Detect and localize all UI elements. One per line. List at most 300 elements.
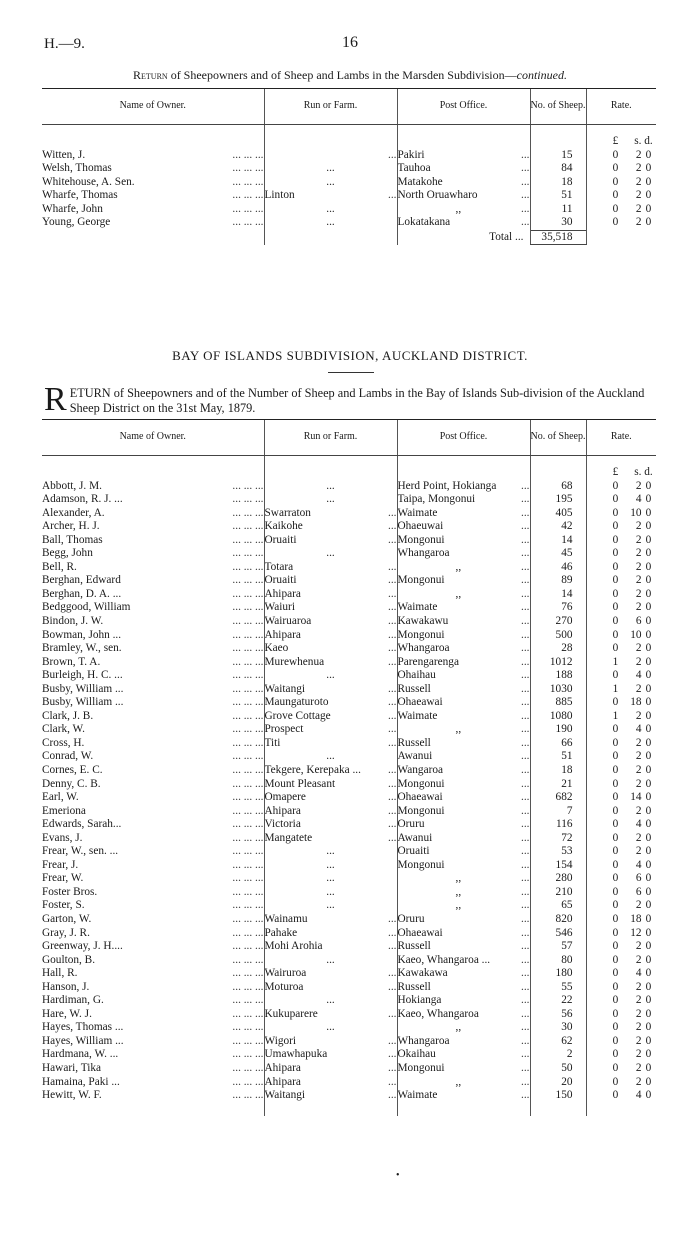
leader-dots: ... xyxy=(521,189,530,202)
rate-value: 2 xyxy=(635,216,642,229)
post-wrap xyxy=(398,547,530,561)
leader-dots: ... xyxy=(388,520,397,533)
post-wrap xyxy=(398,601,530,615)
sheep-count: 21 xyxy=(530,778,586,792)
leader-dots: ... xyxy=(388,913,397,925)
rate-value: 2 xyxy=(635,175,642,188)
owner-wrap xyxy=(42,927,264,941)
post-office: Okaihau xyxy=(397,1048,436,1061)
run-name: Titi xyxy=(264,736,281,749)
rate-value: 0 xyxy=(612,1062,619,1075)
sheep-count: 68 xyxy=(530,480,586,494)
rate-value: 2 xyxy=(635,736,642,749)
rate-value: 0 xyxy=(612,175,619,188)
leader-dots: ... ... ... xyxy=(232,1021,264,1034)
run-name: ... xyxy=(326,479,335,492)
rate-value: 4 xyxy=(635,723,642,736)
post-wrap xyxy=(398,710,530,724)
rate-unit: d. xyxy=(644,134,653,147)
owner-name: Bedggood, William xyxy=(42,601,131,614)
leader-dots: ... ... ... xyxy=(232,750,264,763)
post-wrap xyxy=(398,845,530,859)
sheep-count: 154 xyxy=(530,859,586,873)
owner-cell xyxy=(42,520,264,534)
header-post: Post Office. xyxy=(397,420,530,456)
rate-value: 0 xyxy=(645,926,652,939)
run-wrap xyxy=(265,981,397,995)
run-wrap xyxy=(265,615,397,629)
post-wrap xyxy=(398,1021,530,1035)
rate-value: 0 xyxy=(612,696,619,709)
run-wrap xyxy=(265,832,397,846)
rate-cell xyxy=(586,696,656,710)
rate-value: 0 xyxy=(612,885,619,898)
leader-dots: ... ... ... xyxy=(232,858,264,871)
post-wrap xyxy=(398,574,530,588)
run-name: Oruaiti xyxy=(264,533,297,546)
post-wrap xyxy=(398,723,530,737)
sheep-count: 30 xyxy=(530,216,586,230)
sheep-count: 20 xyxy=(530,1076,586,1090)
sheep-count: 28 xyxy=(530,642,586,656)
leader-dots: ... xyxy=(388,614,397,627)
spacer-cell xyxy=(530,456,586,480)
rate-value: 0 xyxy=(645,804,652,817)
leader-dots: ... xyxy=(521,479,530,492)
caption-suffix: continued. xyxy=(516,68,567,82)
run-name: Mohi Arohia xyxy=(264,940,323,953)
rate-value: 2 xyxy=(635,1021,642,1034)
leader-dots: ... xyxy=(388,791,397,804)
leader-dots: ... xyxy=(388,980,397,993)
run-wrap xyxy=(265,588,397,602)
rate-value: 0 xyxy=(645,175,652,188)
post-cell xyxy=(397,216,530,230)
leader-dots: ... ... ... xyxy=(232,175,264,188)
run-name: Waitangi xyxy=(264,1089,305,1102)
leader-dots: ... xyxy=(521,601,530,614)
rate-cell xyxy=(586,1048,656,1062)
run-cell xyxy=(264,859,397,873)
run-cell xyxy=(264,791,397,805)
print-mark: • xyxy=(396,1170,400,1181)
leader-dots: ... ... ... xyxy=(232,723,264,736)
header-post: Post Office. xyxy=(397,89,530,125)
run-cell xyxy=(264,981,397,995)
post-cell xyxy=(397,1062,530,1076)
leader-dots: ... xyxy=(521,493,530,506)
rate-cell xyxy=(586,723,656,737)
rate-value: 0 xyxy=(645,202,652,215)
rate-value: 0 xyxy=(612,940,619,953)
owner-wrap xyxy=(42,1008,264,1022)
leader-dots: ... ... ... xyxy=(232,560,264,573)
leader-dots: ... xyxy=(521,723,530,736)
run-wrap xyxy=(265,940,397,954)
leader-dots: ... ... ... xyxy=(232,831,264,844)
run-cell xyxy=(264,203,397,217)
table-row xyxy=(42,1062,656,1076)
post-cell xyxy=(397,940,530,954)
rate-cell xyxy=(586,1021,656,1035)
table-row xyxy=(42,1008,656,1022)
owner-wrap xyxy=(42,764,264,778)
rate-value: 0 xyxy=(645,858,652,871)
table-row xyxy=(42,927,656,941)
run-name: Omapere xyxy=(264,791,306,804)
rate-value: 0 xyxy=(612,1075,619,1088)
leader-dots: ... xyxy=(388,560,397,573)
run-wrap xyxy=(265,629,397,643)
leader-dots: ... xyxy=(388,804,397,817)
rate-cell xyxy=(586,601,656,615)
rate-value: 0 xyxy=(612,980,619,993)
post-office: Whangaroa xyxy=(397,642,450,655)
rate-value: 2 xyxy=(635,994,642,1007)
owner-wrap xyxy=(42,574,264,588)
run-cell xyxy=(264,967,397,981)
rate-cell xyxy=(586,845,656,859)
run-cell xyxy=(264,940,397,954)
rate-units-cell xyxy=(586,456,656,480)
rate-value: 2 xyxy=(635,777,642,790)
post-wrap xyxy=(398,656,530,670)
table-row xyxy=(42,162,656,176)
owner-wrap xyxy=(42,629,264,643)
post-office: ,, xyxy=(455,723,462,736)
post-office: Mongonui xyxy=(397,858,445,871)
post-wrap xyxy=(398,750,530,764)
owner-cell xyxy=(42,940,264,954)
owner-cell xyxy=(42,723,264,737)
leader-dots: ... ... ... xyxy=(232,533,264,546)
rate-value: 0 xyxy=(612,216,619,229)
owner-cell xyxy=(42,696,264,710)
owner-wrap xyxy=(42,886,264,900)
run-wrap xyxy=(265,696,397,710)
rate-value: 2 xyxy=(635,202,642,215)
owner-name: Clark, J. B. xyxy=(42,709,94,722)
rate-value: 0 xyxy=(645,547,652,560)
owner-name: Whitehouse, A. Sen. xyxy=(42,175,135,188)
post-cell xyxy=(397,778,530,792)
post-wrap xyxy=(398,696,530,710)
rate-value: 0 xyxy=(645,723,652,736)
owner-wrap xyxy=(42,1021,264,1035)
run-name: Linton xyxy=(264,189,295,202)
run-wrap xyxy=(265,149,397,163)
post-wrap xyxy=(398,967,530,981)
leader-dots: ... xyxy=(388,682,397,695)
rate-value: 0 xyxy=(612,669,619,682)
run-wrap xyxy=(265,1089,397,1103)
rate-cell xyxy=(586,669,656,683)
run-name: Ahipara xyxy=(264,1075,301,1088)
run-wrap xyxy=(265,162,397,176)
run-name: ... xyxy=(326,899,335,912)
leader-dots: ... ... ... xyxy=(232,493,264,506)
sheep-count: 195 xyxy=(530,493,586,507)
rate-cell xyxy=(586,764,656,778)
rate-cell xyxy=(586,615,656,629)
table-row xyxy=(42,1035,656,1049)
rate-value: 2 xyxy=(635,763,642,776)
owner-cell xyxy=(42,764,264,778)
owner-cell xyxy=(42,588,264,602)
table-row xyxy=(42,615,656,629)
spacer-cell xyxy=(264,125,397,149)
leader-dots: ... ... ... xyxy=(232,601,264,614)
post-office: Lokatakana xyxy=(397,216,451,229)
run-cell xyxy=(264,574,397,588)
sheep-count: 22 xyxy=(530,994,586,1008)
table-row xyxy=(42,683,656,697)
owner-wrap xyxy=(42,778,264,792)
sheep-count: 190 xyxy=(530,723,586,737)
rate-value: 0 xyxy=(645,189,652,202)
leader-dots: ... ... ... xyxy=(232,1062,264,1075)
post-wrap xyxy=(398,480,530,494)
run-wrap xyxy=(265,1021,397,1035)
rate-value: 2 xyxy=(635,560,642,573)
rate-value: 0 xyxy=(645,696,652,709)
post-office: ,, xyxy=(455,1021,462,1034)
run-wrap xyxy=(265,574,397,588)
run-cell xyxy=(264,778,397,792)
post-cell xyxy=(397,1035,530,1049)
rate-value: 0 xyxy=(612,533,619,546)
owner-cell xyxy=(42,547,264,561)
total-value: 35,518 xyxy=(530,230,586,245)
post-cell xyxy=(397,507,530,521)
leader-dots: ... xyxy=(521,1089,530,1102)
post-office: Waimate xyxy=(397,709,438,722)
title-rule xyxy=(328,372,374,373)
post-cell xyxy=(397,859,530,873)
post-cell xyxy=(397,176,530,190)
post-office: Waimate xyxy=(397,1089,438,1102)
rate-cell xyxy=(586,791,656,805)
run-cell xyxy=(264,872,397,886)
rate-value: 0 xyxy=(645,479,652,492)
owner-wrap xyxy=(42,940,264,954)
run-wrap xyxy=(265,967,397,981)
sheep-count: 14 xyxy=(530,534,586,548)
leader-dots: ... xyxy=(521,547,530,560)
post-cell xyxy=(397,1048,530,1062)
post-cell xyxy=(397,162,530,176)
run-cell xyxy=(264,750,397,764)
post-cell xyxy=(397,723,530,737)
owner-wrap xyxy=(42,507,264,521)
leader-dots: ... ... ... xyxy=(232,845,264,858)
rate-value: 2 xyxy=(635,574,642,587)
owner-cell xyxy=(42,216,264,230)
leader-dots: ... xyxy=(388,736,397,749)
rate-cell xyxy=(586,1076,656,1090)
owner-cell xyxy=(42,1076,264,1090)
run-wrap xyxy=(265,954,397,968)
run-name: ... xyxy=(326,547,335,560)
owner-wrap xyxy=(42,954,264,968)
run-wrap xyxy=(265,561,397,575)
sheep-count: 7 xyxy=(530,805,586,819)
empty-cell xyxy=(586,230,656,245)
post-cell xyxy=(397,994,530,1008)
sheep-count: 65 xyxy=(530,899,586,913)
intro-dropcap: R xyxy=(44,381,67,418)
leader-dots: ... xyxy=(388,696,397,709)
leader-dots: ... xyxy=(521,899,530,912)
rate-value: 2 xyxy=(635,831,642,844)
post-office: Matakohe xyxy=(397,175,443,188)
leader-dots: ... xyxy=(521,709,530,722)
leader-dots: ... ... ... xyxy=(232,926,264,939)
table-row xyxy=(42,737,656,751)
leader-dots: ... xyxy=(521,791,530,804)
owner-wrap xyxy=(42,683,264,697)
end-cell xyxy=(42,1103,264,1117)
post-cell xyxy=(397,601,530,615)
owner-cell xyxy=(42,832,264,846)
rate-value: 0 xyxy=(645,628,652,641)
leader-dots: ... xyxy=(521,994,530,1007)
run-cell xyxy=(264,832,397,846)
owner-name: Bindon, J. W. xyxy=(42,614,104,627)
run-cell xyxy=(264,162,397,176)
post-cell xyxy=(397,629,530,643)
owner-wrap xyxy=(42,737,264,751)
owner-cell xyxy=(42,203,264,217)
leader-dots: ... xyxy=(521,750,530,763)
table-row xyxy=(42,669,656,683)
owner-name: Emeriona xyxy=(42,804,86,817)
owner-name: Bowman, John ... xyxy=(42,628,122,641)
rate-cell xyxy=(586,656,656,670)
series-id: H.—9. xyxy=(44,36,85,52)
owner-wrap xyxy=(42,723,264,737)
rate-cell xyxy=(586,149,656,163)
owner-wrap xyxy=(42,601,264,615)
post-office: ,, xyxy=(455,1075,462,1088)
run-cell xyxy=(264,886,397,900)
owner-wrap xyxy=(42,696,264,710)
sheep-count: 280 xyxy=(530,872,586,886)
run-name: Victoria xyxy=(264,818,301,831)
run-name: ... xyxy=(326,953,335,966)
rate-value: 0 xyxy=(645,533,652,546)
run-wrap xyxy=(265,818,397,832)
post-cell xyxy=(397,913,530,927)
run-wrap xyxy=(265,723,397,737)
rate-value: 2 xyxy=(635,601,642,614)
rate-value: 2 xyxy=(635,980,642,993)
post-wrap xyxy=(398,1076,530,1090)
post-office: Waimate xyxy=(397,601,438,614)
run-wrap xyxy=(265,507,397,521)
post-office: ,, xyxy=(455,202,462,215)
sheep-count: 11 xyxy=(530,203,586,217)
post-cell xyxy=(397,588,530,602)
sheep-count: 57 xyxy=(530,940,586,954)
rate-value: 2 xyxy=(635,587,642,600)
owner-name: Burleigh, H. C. ... xyxy=(42,669,123,682)
rate-value: 0 xyxy=(645,506,652,519)
rate-value: 0 xyxy=(645,980,652,993)
owner-wrap xyxy=(42,162,264,176)
sheep-count: 62 xyxy=(530,1035,586,1049)
owner-name: Evans, J. xyxy=(42,831,83,844)
leader-dots: ... ... ... xyxy=(232,202,264,215)
rate-cell xyxy=(586,507,656,521)
run-cell xyxy=(264,1048,397,1062)
owner-cell xyxy=(42,615,264,629)
rate-cell xyxy=(586,216,656,230)
rate-value: 0 xyxy=(645,899,652,912)
post-cell xyxy=(397,534,530,548)
rate-cell xyxy=(586,832,656,846)
rate-value: 0 xyxy=(612,1048,619,1061)
leader-dots: ... xyxy=(521,953,530,966)
bay-return-table xyxy=(42,419,656,1116)
leader-dots: ... ... ... xyxy=(232,1048,264,1061)
post-wrap xyxy=(398,872,530,886)
rate-value: 0 xyxy=(645,669,652,682)
leader-dots: ... ... ... xyxy=(232,804,264,817)
run-wrap xyxy=(265,176,397,190)
post-wrap xyxy=(398,899,530,913)
post-office: Ohaihau xyxy=(397,669,436,682)
intro-text: ETURN of Sheepowners and of the Number of Sheep and Lambs in the Bay of Islands Sub-division of the Auckland Sheep District on the 31st May, 1879. xyxy=(69,386,645,415)
rate-value: 0 xyxy=(612,493,619,506)
rate-unit: d. xyxy=(644,465,653,478)
sheep-count: 1030 xyxy=(530,683,586,697)
leader-dots: ... ... ... xyxy=(232,148,264,161)
run-cell xyxy=(264,189,397,203)
run-name: ... xyxy=(326,175,335,188)
leader-dots: ... ... ... xyxy=(232,1034,264,1047)
sheep-count: 72 xyxy=(530,832,586,846)
end-cell xyxy=(397,1103,530,1117)
sheep-count: 53 xyxy=(530,845,586,859)
post-office: Ohaeawai xyxy=(397,791,443,804)
table-row xyxy=(42,203,656,217)
owner-cell xyxy=(42,480,264,494)
rate-value: 4 xyxy=(635,858,642,871)
leader-dots: ... xyxy=(521,506,530,519)
rate-value: 0 xyxy=(612,831,619,844)
rate-value: 0 xyxy=(612,628,619,641)
run-cell xyxy=(264,615,397,629)
run-wrap xyxy=(265,1035,397,1049)
leader-dots: ... ... ... xyxy=(232,216,264,229)
rate-value: 0 xyxy=(645,750,652,763)
owner-cell xyxy=(42,162,264,176)
rate-value: 2 xyxy=(635,1007,642,1020)
post-office: Herd Point, Hokianga xyxy=(397,479,497,492)
owner-name: Hardiman, G. xyxy=(42,994,104,1007)
run-name: ... xyxy=(326,858,335,871)
end-cell xyxy=(530,1103,586,1117)
post-office: Oruaiti xyxy=(397,845,430,858)
leader-dots: ... xyxy=(388,1075,397,1088)
owner-name: Hawari, Tika xyxy=(42,1062,101,1075)
owner-wrap xyxy=(42,189,264,203)
rate-cell xyxy=(586,872,656,886)
rate-cell xyxy=(586,967,656,981)
owner-name: Cross, H. xyxy=(42,736,85,749)
leader-dots: ... xyxy=(388,1034,397,1047)
